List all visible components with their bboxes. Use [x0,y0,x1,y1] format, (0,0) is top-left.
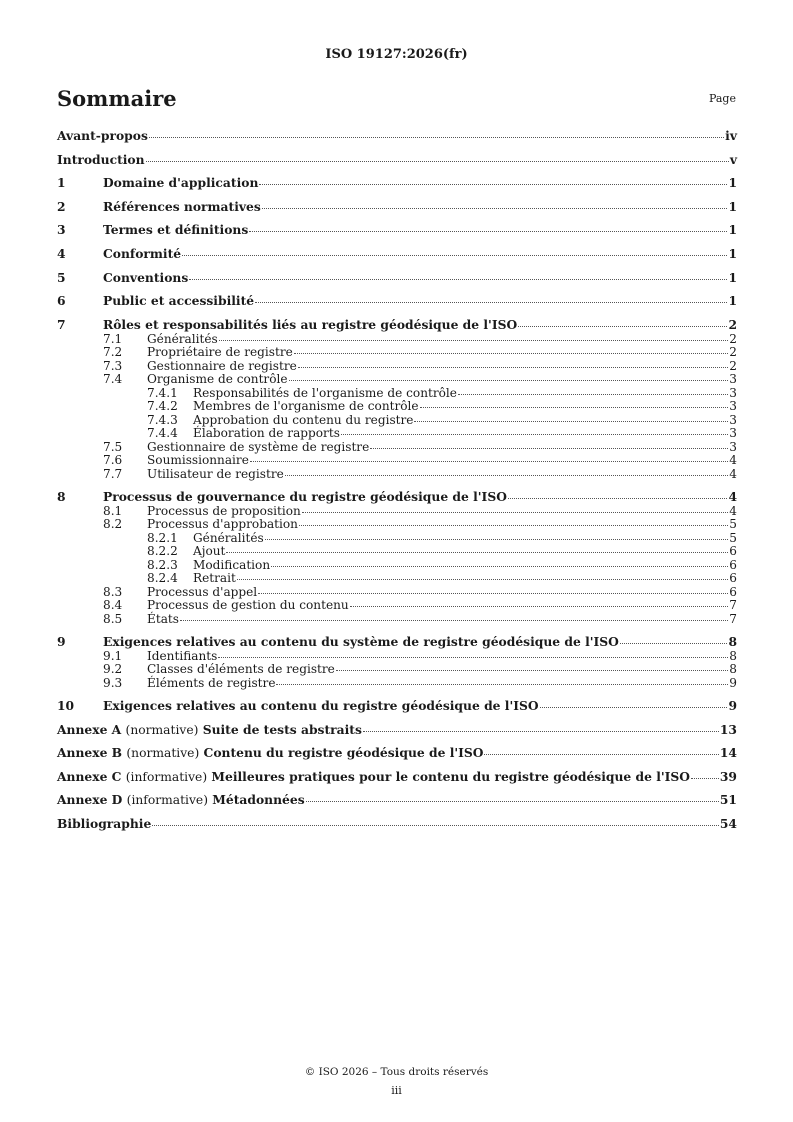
toc-entry-page: 1 [728,245,737,261]
dot-leader [363,731,719,732]
toc-entry-number: 7.3 [103,358,123,373]
annex-title: Métadonnées [212,792,305,808]
dot-leader [350,606,729,607]
dot-leader [258,593,728,594]
dot-leader [189,279,727,280]
dot-leader [508,498,728,499]
toc-entry[interactable] [57,199,737,215]
dot-leader [255,302,727,303]
dot-leader [250,461,728,462]
toc-entry-title: Soumissionnaire [147,453,249,468]
dot-leader [259,184,727,185]
toc-entry-page: 9 [728,698,737,714]
dot-leader [262,208,728,209]
toc-entry-title: Références normatives [103,198,261,214]
toc-entry[interactable] [57,559,737,573]
toc-entry-page: 4 [729,453,737,468]
toc-entry[interactable] [57,270,737,286]
toc-entry[interactable] [57,152,737,168]
toc-entry-title: Exigences relatives au contenu du système de registre géodésique de l'ISO [103,633,619,649]
toc-entry-page: 3 [729,439,737,454]
toc-entry-title: Éléments de registre [147,675,276,690]
copyright-footer: © ISO 2026 – Tous droits réservés [304,1066,489,1078]
toc-entry-number: 8.3 [103,584,123,599]
toc-entry-title: Processus d'appel [147,584,258,599]
toc-entry-title: Domaine d'application [103,175,259,191]
toc-entry[interactable] [57,427,737,441]
toc-entry-title: Processus de gestion du contenu [147,598,349,613]
toc-entry-number: 8.2.4 [147,571,178,586]
toc-entry[interactable] [57,360,737,374]
toc-entry[interactable] [57,722,737,738]
toc-entry[interactable] [57,663,737,677]
toc-entry-number: 8.2.1 [147,530,178,545]
toc-entry-page: 2 [729,345,737,360]
toc-entry-number: 7.4.2 [147,399,178,414]
toc-entry-title: Modification [193,557,271,572]
annex-kind: (normative) [125,722,199,737]
dot-leader [341,434,728,435]
toc-entry-title: Approbation du contenu du registre [193,412,414,427]
dot-leader [691,778,719,779]
annex-kind: (normative) [126,746,200,761]
toc-entry-title: Responsabilités de l'organisme de contrôle [193,385,457,400]
toc-entry-page: 6 [729,571,737,586]
toc-entry-number: 8.1 [103,503,123,518]
toc-entry-title: Bibliographie [57,816,152,831]
toc-entry-number: 9.3 [103,675,123,690]
toc-entry-page: 4 [729,503,737,518]
annex-kind: (informative) [126,793,209,808]
toc-entry[interactable] [57,246,737,262]
dot-leader [182,255,727,256]
toc-entry-page: 3 [729,372,737,387]
toc-entry-title: Processus de gouvernance du registre géodésique de l'ISO [103,488,507,504]
toc-entry-title: Généralités [147,331,218,346]
toc-entry-page: 6 [729,557,737,572]
toc-entry-page: 51 [719,792,737,808]
toc-entry[interactable] [57,572,737,586]
toc-entry[interactable] [57,175,737,191]
toc-title: Sommaire [57,86,177,111]
toc-entry-number: 3 [57,222,66,238]
toc-entry-title: Public et accessibilité [103,293,255,309]
toc-entry[interactable] [57,677,737,691]
toc-entry-page: 2 [728,316,737,332]
toc-entry-number: 7.2 [103,345,123,360]
toc-entry-number: 7.4 [103,372,123,387]
dot-leader [336,670,728,671]
toc-entry-page: 3 [729,385,737,400]
toc-entry-title: Conventions [103,269,189,285]
toc-entry-page: 1 [728,269,737,285]
toc-entry-title: Rôles et responsabilités liés au registre géodésique de l'ISO [103,316,518,332]
toc-entry-page: 8 [728,633,737,649]
toc-entry-page: 4 [729,466,737,481]
toc-entry[interactable] [57,441,737,455]
toc-entry-number: 7 [57,316,66,332]
dot-leader [180,620,728,621]
toc-entry[interactable] [57,373,737,387]
toc-entry-title: Gestionnaire de système de registre [147,439,370,454]
dot-leader [285,475,728,476]
toc-entry-number: 7.4.1 [147,385,178,400]
toc-entry-page: 7 [729,611,737,626]
toc-entry-title: Membres de l'organisme de contrôle [193,399,419,414]
toc-entry-number: 1 [57,175,66,191]
toc-entry[interactable] [57,489,737,505]
toc-entry[interactable] [57,698,737,714]
toc-entry[interactable] [57,128,737,144]
toc-entry[interactable] [57,792,737,808]
toc-entry-number: 9.2 [103,662,123,677]
dot-leader [298,367,729,368]
toc-entry-number: 6 [57,293,66,309]
toc-entry[interactable] [57,613,737,627]
dot-leader [458,394,728,395]
annex-title: Contenu du registre géodésique de l'ISO [203,745,484,761]
toc-entry-title: Identifiants [147,648,218,663]
toc-entry-title: États [147,611,179,626]
toc-entry-title [57,722,362,738]
toc-entry-title: Classes d'éléments de registre [147,662,335,677]
dot-leader [271,566,728,567]
toc-entry-page: 3 [729,412,737,427]
toc-entry-number: 4 [57,245,66,261]
table-of-contents [57,128,737,832]
toc-entry-title: Retrait [193,571,236,586]
toc-entry-number: 8.2 [103,517,123,532]
toc-entry-page: 1 [728,293,737,309]
toc-entry-page: 39 [719,768,737,784]
toc-entry[interactable] [57,468,737,482]
toc-entry[interactable] [57,333,737,347]
toc-entry-number: 8.2.3 [147,557,178,572]
dot-leader [620,643,728,644]
toc-entry-number: 9.1 [103,648,123,663]
toc-entry-number: 7.4.3 [147,412,178,427]
toc-entry-page: 7 [729,598,737,613]
toc-entry[interactable] [57,586,737,600]
toc-entry-page: 1 [728,198,737,214]
toc-entry-page: 8 [729,662,737,677]
toc-entry-number: 7.4.4 [147,426,178,441]
toc-entry-page: iv [725,128,737,143]
toc-entry[interactable] [57,414,737,428]
toc-entry-number: 8.2.2 [147,544,178,559]
toc-entry-number: 9 [57,633,66,649]
toc-entry-title: Processus d'approbation [147,517,298,532]
toc-entry-title [57,792,305,808]
dot-leader [370,448,728,449]
toc-entry[interactable] [57,545,737,559]
toc-entry-number: 7.6 [103,453,123,468]
toc-entry[interactable] [57,400,737,414]
toc-entry-title: Conformité [103,245,182,261]
toc-entry-page: 6 [729,584,737,599]
toc-entry-page: 1 [728,175,737,191]
dot-leader [420,407,729,408]
toc-entry[interactable] [57,346,737,360]
toc-entry-title: Utilisateur de registre [147,466,284,481]
toc-entry-title: Avant-propos [57,128,148,143]
annex-label: Annexe D [57,792,123,808]
toc-entry[interactable] [57,634,737,650]
toc-entry-title [57,769,690,785]
toc-entry[interactable] [57,505,737,519]
dot-leader [299,525,728,526]
toc-entry-title: Organisme de contrôle [147,372,288,387]
page-column-label: Page [708,92,736,105]
toc-entry-page: 13 [719,721,737,737]
toc-entry-page: 5 [729,530,737,545]
annex-title: Meilleures pratiques pour le contenu du registre géodésique de l'ISO [211,768,691,784]
toc-entry-number: 7.5 [103,439,123,454]
toc-entry-number: 8 [57,488,66,504]
toc-entry[interactable] [57,532,737,546]
dot-leader [540,707,728,708]
toc-entry-page: 3 [729,426,737,441]
toc-entry-page: 54 [719,816,737,831]
toc-entry-page: 1 [728,222,737,238]
dot-leader [152,825,719,826]
dot-leader [276,684,728,685]
dot-leader [414,421,728,422]
toc-entry-page: 9 [729,675,737,690]
annex-label: Annexe B [57,745,123,761]
toc-entry-number: 8.4 [103,598,123,613]
annex-kind: (informative) [125,769,208,784]
toc-entry-page: 3 [729,399,737,414]
toc-entry-page: 2 [729,358,737,373]
dot-leader [219,340,729,341]
toc-entry[interactable] [57,816,737,832]
toc-entry-page: v [729,151,737,167]
dot-leader [237,579,728,580]
toc-entry-title: Généralités [193,530,264,545]
toc-entry-number: 8.5 [103,611,123,626]
toc-entry-title: Exigences relatives au contenu du registre géodésique de l'ISO [103,698,539,714]
toc-entry-number: 5 [57,269,66,285]
dot-leader [146,161,729,162]
toc-entry-number: 7.7 [103,466,123,481]
dot-leader [249,231,727,232]
toc-entry-page: 14 [719,745,737,761]
toc-entry[interactable] [57,518,737,532]
dot-leader [218,657,728,658]
toc-entry-title [57,745,483,761]
dot-leader [484,754,718,755]
toc-entry-page: 5 [729,517,737,532]
toc-entry[interactable] [57,650,737,664]
toc-entry[interactable] [57,599,737,613]
toc-entry[interactable] [57,387,737,401]
toc-entry[interactable] [57,769,737,785]
toc-entry-title: Termes et définitions [103,222,249,238]
toc-entry-number: 7.1 [103,331,123,346]
toc-entry-title: Gestionnaire de registre [147,358,297,373]
annex-label: Annexe C [57,768,122,784]
dot-leader [289,380,729,381]
dot-leader [226,552,728,553]
toc-entry[interactable] [57,454,737,468]
toc-entry-page: 8 [729,648,737,663]
dot-leader [265,539,729,540]
toc-entry-page: 2 [729,331,737,346]
dot-leader [149,137,724,138]
dot-leader [302,512,728,513]
dot-leader [294,353,729,354]
toc-entry-page: 4 [728,488,737,504]
page-number: iii [391,1084,402,1097]
toc-entry-title: Propriétaire de registre [147,345,293,360]
toc-entry-page: 6 [729,544,737,559]
toc-entry-title: Introduction [57,151,145,167]
toc-entry-number: 2 [57,198,66,214]
toc-entry-title: Ajout [193,544,226,559]
toc-entry[interactable] [57,317,737,333]
toc-entry-number: 10 [57,698,75,714]
annex-title: Suite de tests abstraits [202,721,362,737]
toc-entry[interactable] [57,745,737,761]
toc-entry-title: Processus de proposition [147,503,301,518]
dot-leader [306,801,719,802]
toc-entry[interactable] [57,293,737,309]
toc-entry[interactable] [57,222,737,238]
document-id-header: ISO 19127:2026(fr) [325,47,468,62]
annex-label: Annexe A [57,721,122,737]
dot-leader [518,326,727,327]
toc-entry-title: Élaboration de rapports [193,426,340,441]
